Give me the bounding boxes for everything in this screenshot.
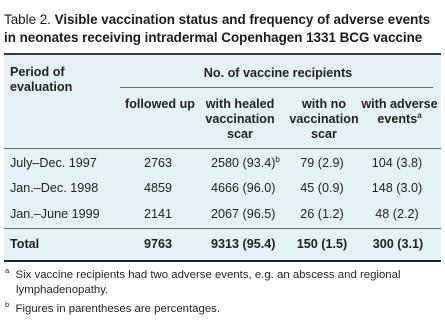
footnote-b-text: Figures in parentheses are percentages. bbox=[15, 303, 221, 315]
row-no-scar: 45 (0.9) bbox=[300, 181, 344, 195]
row-adverse: 104 (3.8) bbox=[371, 156, 423, 170]
table-number: Table 2. bbox=[4, 12, 51, 27]
row-no-scar: 26 (1.2) bbox=[300, 207, 344, 221]
header-period-line-2: evaluation bbox=[10, 80, 73, 94]
header-healed-line-2: vaccination bbox=[205, 112, 275, 126]
row-followed-up: 2763 bbox=[143, 156, 173, 170]
table-title-line-2: in neonates receiving intradermal Copenhagen 1331 BCG vaccine bbox=[4, 30, 423, 45]
header-followed-up: followed up bbox=[125, 97, 195, 111]
caption-line-1 bbox=[4, 11, 441, 29]
header-adverse-line-2 bbox=[358, 112, 441, 127]
row-adverse: 148 (3.0) bbox=[371, 181, 423, 195]
total-healed: 9313 (95.4) bbox=[211, 237, 276, 251]
row-adverse: 48 (2.2) bbox=[375, 207, 419, 221]
header-healed-line-3: scar bbox=[227, 127, 253, 141]
footnote-a bbox=[5, 268, 441, 298]
row-healed bbox=[211, 156, 280, 171]
total-followed-up: 9763 bbox=[143, 237, 173, 251]
footnote-b-mark: b bbox=[5, 300, 10, 309]
row-followed-up: 2141 bbox=[143, 207, 173, 221]
header-adverse-footnote-mark: a bbox=[417, 111, 422, 120]
row-healed: 4666 (96.0) bbox=[211, 181, 276, 195]
footnote-a-text: Six vaccine recipients had two adverse events, e.g. an abscess and regional bbox=[15, 269, 401, 281]
header-adverse-line-1: with adverse bbox=[361, 97, 438, 111]
table-panel bbox=[4, 53, 441, 262]
footnote-a-line-1 bbox=[5, 268, 441, 283]
bottom-rule bbox=[4, 260, 441, 262]
total-rule bbox=[4, 228, 441, 229]
table-caption bbox=[4, 11, 441, 47]
row-healed-footnote-mark: b bbox=[275, 155, 280, 164]
row-period: July–Dec. 1997 bbox=[10, 156, 97, 170]
footnote-a-mark: a bbox=[5, 266, 10, 275]
row-period: Jan.–June 1999 bbox=[10, 207, 100, 221]
header-rule bbox=[4, 148, 441, 149]
row-healed: 2067 (96.5) bbox=[211, 207, 276, 221]
total-adverse: 300 (3.1) bbox=[372, 237, 424, 251]
header-healed-line-1: with healed bbox=[205, 97, 275, 111]
group-rule bbox=[120, 87, 433, 88]
footnote-b bbox=[5, 302, 441, 317]
total-label: Total bbox=[10, 237, 40, 251]
row-healed-value: 2580 (93.4) bbox=[211, 156, 276, 170]
row-period: Jan.–Dec. 1998 bbox=[10, 181, 99, 195]
footnote-a-line-2: lymphadenopathy. bbox=[16, 284, 109, 296]
header-period-line-1: Period of bbox=[10, 65, 65, 79]
header-adverse-text: events bbox=[377, 112, 418, 126]
row-followed-up: 4859 bbox=[143, 181, 173, 195]
header-noscar-line-1: with no bbox=[301, 97, 347, 111]
total-no-scar: 150 (1.5) bbox=[296, 237, 348, 251]
top-rule bbox=[4, 53, 441, 55]
row-no-scar: 79 (2.9) bbox=[300, 156, 344, 170]
header-noscar-line-2: vaccination bbox=[289, 112, 359, 126]
table-title-line-1: Visible vaccination status and frequency of adverse events bbox=[54, 12, 431, 27]
header-noscar-line-3: scar bbox=[311, 127, 337, 141]
header-group-label: No. of vaccine recipients bbox=[203, 66, 353, 80]
